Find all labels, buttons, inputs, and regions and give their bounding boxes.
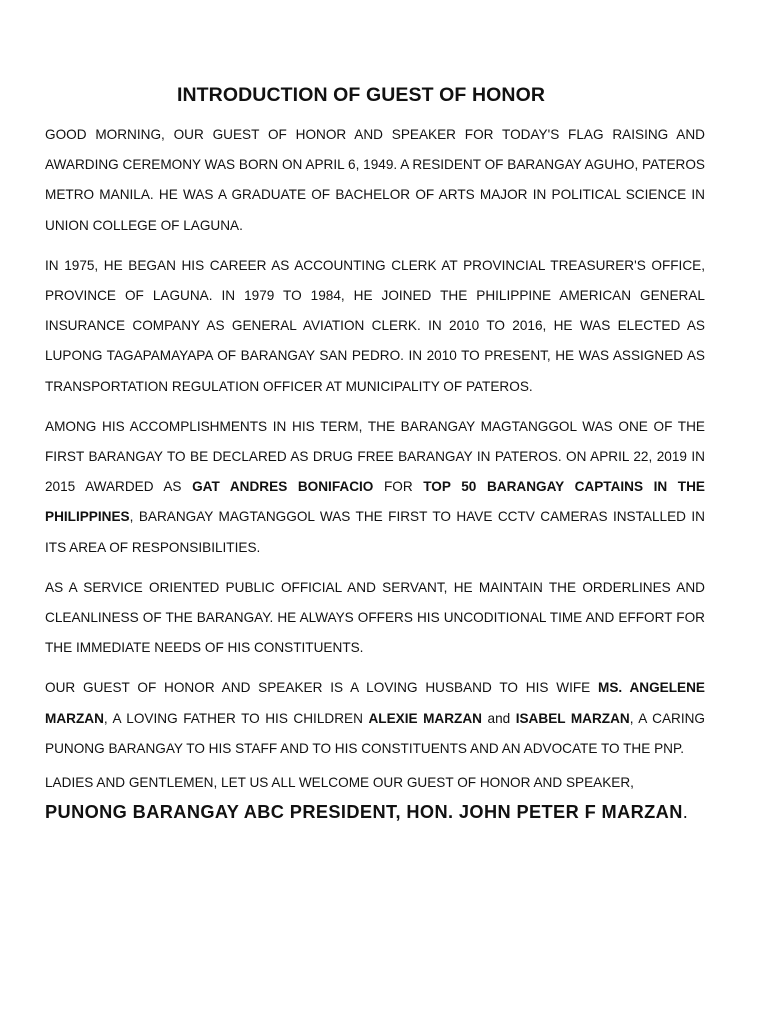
paragraph-birth-education: GOOD MORNING, OUR GUEST OF HONOR AND SPEAKER FOR TODAY'S FLAG RAISING AND AWARDING CEREMONY WAS BORN ON APRIL 6, 1949. A RESIDENT OF BARANGAY AGUHO, PATEROS METRO MANILA. HE WAS A GRADUATE OF BACHELOR OF ARTS MAJOR IN POLITICAL SCIENCE IN UNION COLLEGE OF LAGUNA. bbox=[45, 127, 705, 233]
closing-period: . bbox=[682, 802, 689, 823]
family-text-2: , A LOVING FATHER TO HIS CHILDREN bbox=[103, 710, 369, 726]
paragraph-service: AS A SERVICE ORIENTED PUBLIC OFFICIAL AND SERVANT, HE MAINTAIN THE ORDERLINES AND CLEANLINESS OF THE BARANGAY. HE ALWAYS OFFERS HIS UNCODITIONAL TIME AND EFFORT FOR THE IMMEDIATE NEEDS OF HIS CONSTITUENTS. bbox=[45, 579, 705, 656]
wife-name: MS. ANGELENE MARZAN bbox=[45, 680, 705, 726]
document-body bbox=[45, 120, 705, 832]
child-name-1: ALEXIE MARZAN bbox=[368, 710, 482, 726]
accomplishments-text-2: FOR bbox=[373, 479, 424, 495]
accomplishments-text-3: , BARANGAY MAGTANGGOL WAS THE FIRST TO HAVE CCTV CAMERAS INSTALLED IN ITS AREA OF RESPONSIBILITIES. bbox=[45, 509, 705, 555]
award-name: GAT ANDRES BONIFACIO bbox=[192, 479, 374, 495]
accomplishments-text-1: AMONG HIS ACCOMPLISHMENTS IN HIS TERM, THE BARANGAY MAGTANGGOL WAS ONE OF THE FIRST BARANGAY TO BE DECLARED AS DRUG FREE BARANGAY IN PATEROS. ON APRIL 22, 2019 IN 2015 AWARDED AS bbox=[45, 418, 705, 495]
closing-line: LADIES AND GENTLEMEN, LET US ALL WELCOME OUR GUEST OF HONOR AND SPEAKER, bbox=[45, 775, 634, 791]
closing-guest-name bbox=[45, 802, 705, 822]
family-text-1: OUR GUEST OF HONOR AND SPEAKER IS A LOVING HUSBAND TO HIS WIFE bbox=[45, 680, 599, 696]
guest-name: PUNONG BARANGAY ABC PRESIDENT, HON. JOHN PETER F MARZAN bbox=[45, 802, 683, 823]
family-text-4: , A CARING PUNONG BARANGAY TO HIS STAFF AND TO HIS CONSTITUENTS AND AN ADVOCATE TO THE PNP. bbox=[45, 710, 706, 756]
paragraph-career: IN 1975, HE BEGAN HIS CAREER AS ACCOUNTING CLERK AT PROVINCIAL TREASURER'S OFFICE, PROVINCE OF LAGUNA. IN 1979 TO 1984, HE JOINED THE PHILIPPINE AMERICAN GENERAL INSURANCE COMPANY AS GENERAL AVIATION CLERK. IN 2010 TO 2016, HE WAS ELECTED AS LUPONG TAGAPAMAYAPA OF BARANGAY SAN PEDRO. IN 2010 TO PRESENT, HE WAS ASSIGNED AS TRANSPORTATION REGULATION OFFICER AT MUNICIPALITY OF PATEROS. bbox=[45, 257, 705, 394]
child-name-2: ISABEL MARZAN bbox=[515, 710, 630, 726]
family-text-3: and bbox=[481, 710, 516, 726]
paragraph-accomplishments bbox=[45, 412, 705, 563]
award-category: TOP 50 BARANGAY CAPTAINS IN THE PHILIPPINES bbox=[45, 479, 705, 525]
document-title: INTRODUCTION OF GUEST OF HONOR bbox=[176, 84, 546, 106]
paragraph-family bbox=[45, 673, 705, 764]
